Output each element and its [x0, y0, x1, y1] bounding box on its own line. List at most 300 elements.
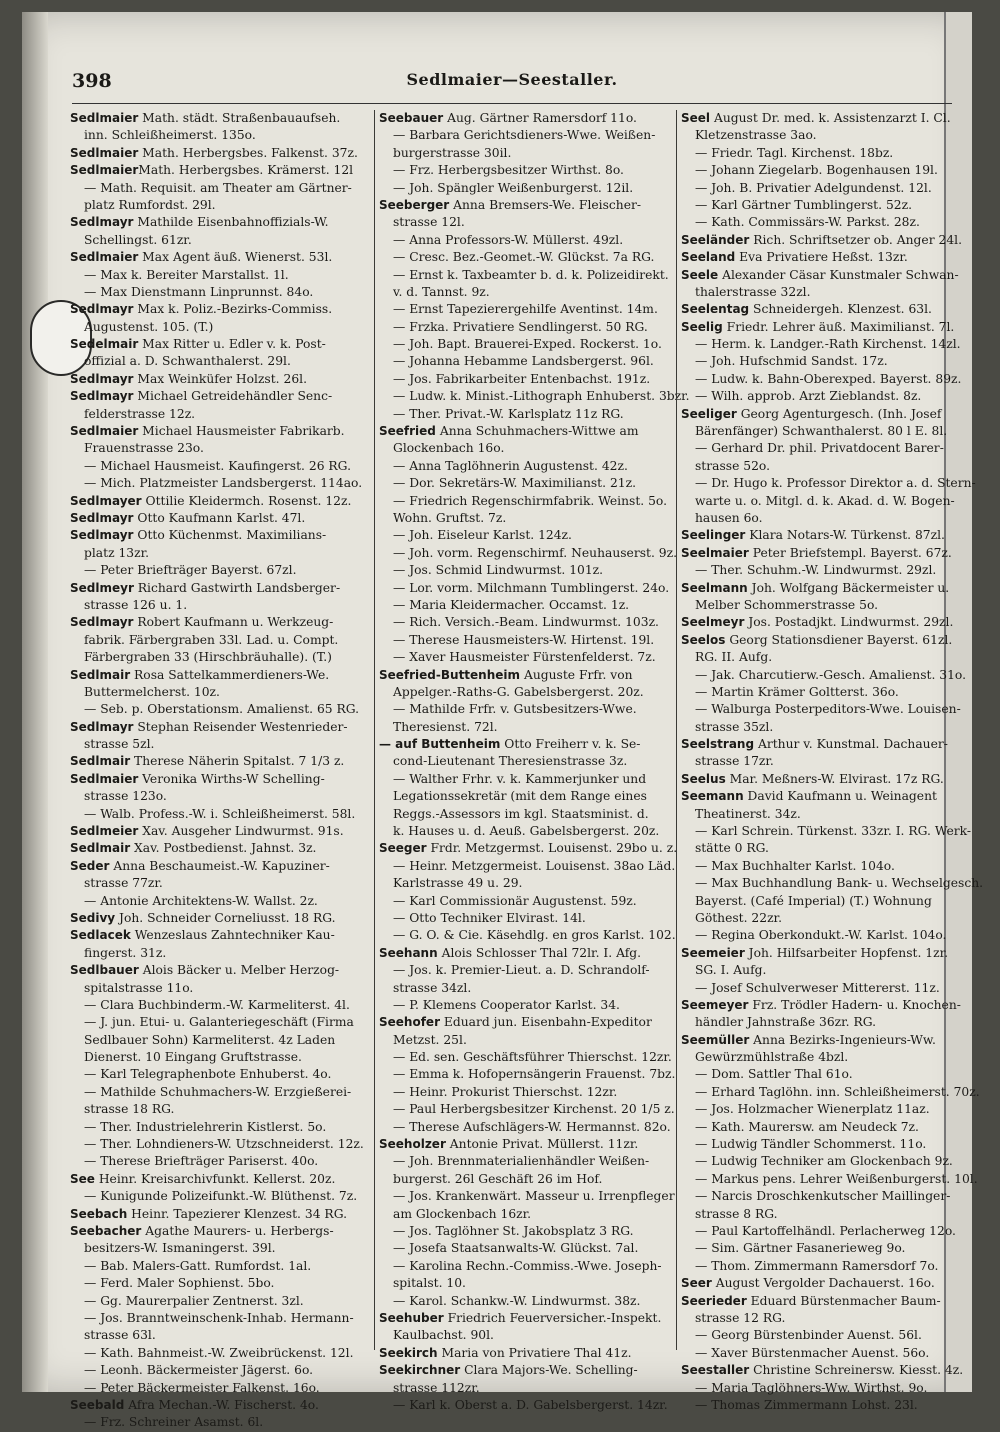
entry-text: platz 13zr. — [84, 545, 150, 560]
directory-entry — [681, 875, 984, 892]
entry-text: Xav. Postbedienst. Jahnst. 3z. — [130, 841, 317, 856]
directory-entry — [70, 232, 366, 249]
binding-spine — [22, 12, 48, 1392]
directory-entry — [681, 1327, 945, 1344]
directory-entry — [379, 284, 675, 301]
entry-text: — Seb. p. Oberstationsm. Amalienst. 65 RG. — [84, 702, 360, 717]
entry-text: strasse 8 RG. — [695, 1206, 778, 1221]
directory-entry — [681, 353, 945, 370]
directory-entry — [681, 1188, 951, 1205]
entry-text: Wohn. Gruftst. 7z. — [393, 510, 507, 525]
entry-surname: Sedlmayr — [70, 719, 134, 734]
directory-entry — [379, 545, 675, 562]
directory-entry — [379, 510, 675, 527]
entry-text: — Max Buchhalter Karlst. 104o. — [695, 858, 895, 873]
entry-text: — Maria Kleidermacher. Occamst. 1z. — [393, 597, 630, 612]
directory-entry — [681, 684, 945, 701]
entry-text: Theatinerst. 34z. — [695, 806, 801, 821]
directory-entry — [70, 1066, 366, 1083]
entry-text: — Mich. Platzmeister Landsbergerst. 114ao. — [84, 476, 363, 491]
directory-entry — [70, 1084, 366, 1101]
directory-entry — [70, 1275, 366, 1292]
entry-text: Aug. Gärtner Ramersdorf 11o. — [443, 111, 637, 125]
directory-entry — [70, 1188, 366, 1205]
entry-surname: Sedlmair — [70, 667, 131, 682]
entry-surname: Sedlmeyr — [70, 580, 134, 595]
entry-text: Bärenfänger) Schwanthalerst. 80 l E. 8l. — [695, 424, 948, 439]
directory-entry — [70, 127, 366, 144]
directory-entry — [379, 945, 675, 962]
directory-entry — [681, 1049, 945, 1066]
entry-text: Ottilie Kleidermch. Rosenst. 12z. — [141, 493, 352, 508]
entry-text: — Ludwig Tändler Schommerst. 11o. — [695, 1137, 927, 1152]
entry-text: August Vergolder Dachauerst. 16o. — [711, 1276, 935, 1291]
directory-entry — [379, 440, 675, 457]
entry-text: — Joh. B. Privatier Adelgundenst. 12l. — [695, 180, 932, 195]
directory-entry — [70, 736, 366, 753]
entry-text: — Therese Hausmeisters-W. Hirtenst. 19l. — [393, 632, 655, 647]
entry-surname: Seelig — [681, 319, 723, 334]
directory-entry — [681, 945, 949, 962]
directory-entry — [70, 927, 366, 944]
entry-text: Rosa Sattelkammerdieners-We. — [130, 667, 330, 682]
entry-text: — Johanna Hebamme Landsbergerst. 96l. — [393, 354, 654, 369]
entry-text: — Anna Professors-W. Müllerst. 49zl. — [393, 232, 624, 247]
directory-entry — [681, 301, 945, 318]
directory-entry — [70, 1101, 366, 1118]
entry-text: Veronika Wirths-W Schelling- — [138, 771, 325, 786]
directory-entry — [70, 1223, 366, 1240]
entry-text: Joh. Hilfsarbeiter Hopfenst. 1zr. — [744, 945, 949, 960]
entry-text: — Otto Techniker Elvirast. 14l. — [393, 910, 586, 925]
entry-text: David Kaufmann u. Weinagent — [743, 789, 937, 804]
directory-entry — [70, 1380, 366, 1397]
entry-text: Eva Privatiere Heßst. 13zr. — [735, 250, 908, 265]
directory-entry — [70, 267, 366, 284]
directory-entry — [379, 371, 675, 388]
entry-text: — Walburga Posterpeditors-Wwe. Louisen- — [695, 702, 961, 717]
entry-text: Therese Näherin Spitalst. 7 1/3 z. — [130, 754, 345, 769]
directory-entry — [681, 1119, 945, 1136]
entry-text: — Max Dienstmann Linprunnst. 84o. — [84, 284, 314, 299]
directory-entry — [681, 614, 954, 631]
entry-text: hausen 6o. — [695, 510, 763, 525]
entry-text: strasse 123o. — [84, 789, 167, 804]
entry-text: Michael Hausmeister Fabrikarb. — [138, 424, 345, 439]
entry-text: — Karl Telegraphenbote Enhuberst. 4o. — [84, 1067, 332, 1082]
entry-text: Robert Kaufmann u. Werkzeug- — [133, 615, 334, 630]
directory-entry — [70, 1153, 366, 1170]
directory-entry — [681, 336, 961, 353]
directory-entry — [70, 1327, 366, 1344]
entry-text: Heinr. Kreisarchivfunkt. Kellerst. 20z. — [94, 1171, 336, 1186]
entry-surname: Seeger — [379, 841, 427, 856]
entry-text: — Thom. Zimmermann Ramersdorf 7o. — [695, 1258, 939, 1273]
entry-text: — Maria Taglöhners-Ww. Wirthst. 9o. — [695, 1380, 928, 1395]
directory-entry — [70, 353, 366, 370]
directory-entry — [379, 1066, 675, 1083]
entry-text: — Mathilde Schuhmachers-W. Erzgießerei- — [84, 1084, 352, 1099]
directory-entry — [70, 1414, 366, 1431]
directory-entry — [70, 1136, 366, 1153]
directory-entry — [70, 493, 366, 510]
directory-entry — [379, 458, 675, 475]
directory-entry — [379, 162, 675, 179]
directory-entry — [70, 962, 366, 979]
entry-text: inn. Schleißheimerst. 135o. — [84, 128, 256, 143]
directory-entry — [681, 649, 945, 666]
directory-entry — [70, 214, 366, 231]
directory-entry — [379, 980, 675, 997]
entry-text: Metzst. 25l. — [393, 1032, 467, 1047]
directory-entry — [379, 1188, 675, 1205]
entry-surname: Sedlmaier — [70, 111, 139, 125]
entry-text: — Dom. Sattler Thal 61o. — [695, 1067, 853, 1082]
directory-entry — [70, 1014, 366, 1031]
entry-text: — Ludw. k. Minist.-Lithograph Enhuberst. 3bzr. — [393, 389, 690, 404]
directory-entry — [379, 1362, 675, 1379]
entry-surname: Sedelmair — [70, 337, 139, 352]
entry-text: — Ther. Privat.-W. Karlsplatz 11z RG. — [393, 406, 624, 421]
entry-text: Göthest. 22zr. — [695, 910, 782, 925]
directory-entry — [681, 632, 953, 649]
entry-text: — Joh. Spängler Weißenburgerst. 12il. — [393, 180, 634, 195]
directory-entry — [681, 110, 951, 127]
directory-entry — [379, 840, 678, 857]
entry-surname: Seehann — [379, 945, 438, 960]
entry-text: — Max Buchhandlung Bank- u. Wechselgesch. — [695, 876, 984, 891]
entry-text: — Kath. Commissärs-W. Parkst. 28z. — [695, 215, 920, 230]
directory-entry — [379, 806, 675, 823]
directory-entry — [379, 910, 675, 927]
entry-text: — Herm. k. Landger.-Rath Kirchenst. 14zl. — [695, 337, 961, 352]
entry-surname: Seebald — [70, 1397, 125, 1412]
directory-entry — [681, 736, 948, 753]
page-header — [72, 70, 952, 98]
entry-text: Stephan Reisender Westenrieder- — [133, 719, 348, 734]
directory-page — [22, 12, 984, 1430]
entry-surname: Seemann — [681, 789, 744, 804]
entry-text: spitalstrasse 11o. — [84, 980, 194, 995]
entry-text: — Max k. Bereiter Marstallst. 1l. — [84, 267, 289, 282]
directory-entry — [379, 180, 675, 197]
entry-text: — Michael Hausmeist. Kaufingerst. 26 RG. — [84, 458, 351, 473]
directory-entry — [70, 1032, 366, 1049]
entry-text: Frdr. Metzgermst. Louisenst. 29bo u. z. — [426, 841, 678, 856]
entry-text: — Math. Requisit. am Theater am Gärtner- — [84, 180, 352, 195]
directory-entry — [681, 1258, 945, 1275]
entry-text: Joh. Schneider Corneliusst. 18 RG. — [115, 910, 336, 925]
entry-text: Math. Herbergsbes. Krämerst. 12l — [138, 163, 354, 178]
directory-entry — [681, 1171, 978, 1188]
entry-surname: Sedlmair — [70, 841, 131, 856]
entry-text: — Frzka. Privatiere Sendlingerst. 50 RG. — [393, 319, 648, 334]
directory-entry — [379, 736, 675, 753]
directory-entry — [379, 927, 675, 944]
entry-text: — Joh. Brennmaterialienhändler Weißen- — [393, 1154, 650, 1169]
directory-entry — [70, 423, 366, 440]
directory-entry — [70, 162, 366, 179]
entry-text: strasse 63l. — [84, 1328, 156, 1343]
directory-entry — [681, 1153, 953, 1170]
directory-entry — [379, 667, 675, 684]
directory-entry — [70, 1049, 366, 1066]
directory-entry — [70, 110, 366, 127]
entry-text: Alexander Cäsar Kunstmaler Schwan- — [718, 267, 959, 282]
entry-text: — Josef Schulverweser Mittererst. 11z. — [695, 980, 940, 995]
directory-entry — [379, 684, 675, 701]
directory-entry — [379, 753, 675, 770]
directory-entry — [681, 1136, 945, 1153]
entry-text: — Therese Aufschlägers-W. Hermannst. 82o. — [393, 1119, 671, 1134]
directory-entry — [70, 527, 366, 544]
entry-text: — Erhard Taglöhn. inn. Schleißheimerst. 70z. — [695, 1084, 980, 1099]
directory-entry — [70, 823, 366, 840]
entry-surname: Seemeier — [681, 945, 745, 960]
entry-text: — Therese Briefträger Pariserst. 40o. — [84, 1154, 319, 1169]
entry-text: — Karol. Schankw.-W. Lindwurmst. 38z. — [393, 1293, 641, 1308]
entry-surname: Sedlmair — [70, 754, 131, 769]
entry-surname: Seemeyer — [681, 997, 749, 1012]
directory-entry — [681, 423, 948, 440]
entry-text: offizial a. D. Schwanthalerst. 29l. — [84, 354, 291, 369]
directory-entry — [681, 1275, 945, 1292]
entry-text: — Josefa Staatsanwalts-W. Glückst. 7al. — [393, 1241, 639, 1256]
directory-entry — [681, 440, 945, 457]
directory-entry — [70, 475, 366, 492]
column-2 — [374, 110, 690, 1412]
entry-text: strasse 18 RG. — [84, 1102, 175, 1117]
entry-text: Antonie Privat. Müllerst. 11zr. — [445, 1137, 639, 1152]
directory-entry — [681, 1223, 956, 1240]
directory-entry — [70, 197, 366, 214]
directory-entry — [681, 197, 945, 214]
directory-entry — [379, 788, 675, 805]
directory-entry — [70, 806, 366, 823]
entry-text: Anna Bezirks-Ingenieurs-Ww. — [749, 1032, 936, 1047]
entry-surname: Seeland — [681, 250, 736, 265]
entry-text: Mathilde Eisenbahnoffizials-W. — [133, 215, 329, 230]
entry-surname: Sedlmayr — [70, 615, 134, 630]
directory-entry — [379, 875, 675, 892]
directory-entry — [70, 632, 366, 649]
directory-entry — [379, 719, 675, 736]
entry-text: — Ther. Industrielehrerin Kistlerst. 5o. — [84, 1119, 327, 1134]
directory-entry — [681, 1380, 945, 1397]
directory-entry — [681, 249, 945, 266]
directory-entry — [681, 180, 945, 197]
entry-text: strasse 77zr. — [84, 876, 163, 891]
directory-entry — [70, 1171, 366, 1188]
directory-entry — [681, 1206, 945, 1223]
entry-text: Kletzenstrasse 3ao. — [695, 128, 817, 143]
entry-text: — Frz. Herbergsbesitzer Wirthst. 8o. — [393, 163, 624, 178]
directory-entry — [379, 249, 675, 266]
entry-text: — Jos. Taglöhner St. Jakobsplatz 3 RG. — [393, 1224, 634, 1238]
directory-entry — [379, 614, 675, 631]
entry-text: Arthur v. Kunstmal. Dachauer- — [754, 737, 948, 752]
entry-surname: Seelmeyr — [681, 615, 745, 630]
directory-entry — [70, 440, 366, 457]
directory-entry — [681, 771, 945, 788]
entry-text: Eduard Bürstenmacher Baum- — [746, 1293, 941, 1308]
directory-entry — [70, 771, 366, 788]
directory-entry — [379, 1032, 675, 1049]
entry-text: — Jos. Branntweinschenk-Inhab. Hermann- — [84, 1310, 354, 1325]
entry-surname: Seeliger — [681, 406, 737, 421]
directory-entry — [681, 406, 945, 423]
entry-surname: Sedlmayr — [70, 215, 134, 230]
entry-text: Richard Gastwirth Landsberger- — [133, 580, 341, 595]
directory-entry — [681, 1397, 945, 1414]
entry-text: Max Agent äuß. Wienerst. 53l. — [138, 250, 333, 265]
entry-text: strasse 5zl. — [84, 737, 155, 752]
entry-text: felderstrasse 12z. — [84, 406, 196, 421]
entry-text: — Barbara Gerichtsdieners-Wwe. Weißen- — [393, 128, 656, 143]
entry-text: Melber Schommerstrasse 5o. — [695, 597, 879, 612]
entry-text: — Ernst Tapezierergehilfe Aventinst. 14m. — [393, 302, 658, 317]
entry-text: — Clara Buchbinderm.-W. Karmeliterst. 4l. — [84, 997, 350, 1012]
directory-entry — [379, 580, 675, 597]
directory-entry — [681, 388, 945, 405]
directory-entry — [681, 1066, 945, 1083]
directory-entry — [681, 1345, 945, 1362]
entry-text: Otto Kaufmann Karlst. 47l. — [133, 510, 306, 525]
directory-entry — [681, 597, 945, 614]
directory-entry — [379, 649, 675, 666]
directory-entry — [70, 145, 366, 162]
directory-entry — [379, 1084, 675, 1101]
directory-entry — [379, 1049, 675, 1066]
directory-entry — [379, 562, 675, 579]
entry-text: strasse 17zr. — [695, 754, 774, 769]
directory-entry — [681, 823, 972, 840]
entry-text: — Wilh. approb. Arzt Zieblandst. 8z. — [695, 389, 922, 404]
entry-text: Otto Freiherr v. k. Se- — [500, 737, 641, 752]
entry-surname: Sedlmaier — [70, 250, 139, 265]
directory-entry — [379, 771, 675, 788]
entry-surname: Seebacher — [70, 1224, 142, 1238]
entry-text: — Markus pens. Lehrer Weißenburgerst. 10l. — [695, 1171, 978, 1186]
directory-entry — [70, 545, 366, 562]
entry-text: Färbergraben 33 (Hirschbräuhalle). (T.) — [84, 650, 332, 665]
entry-text: Schneidergeh. Klenzest. 63l. — [749, 302, 932, 317]
entry-text: Max Weinküfer Holzst. 26l. — [133, 371, 307, 386]
entry-text: — Joh. Hufschmid Sandst. 17z. — [695, 354, 888, 369]
directory-entry — [70, 997, 366, 1014]
entry-text: Buttermelcherst. 10z. — [84, 684, 220, 699]
entry-text: Math. Herbergsbes. Falkenst. 37z. — [138, 145, 358, 160]
entry-text: burgerstrasse 30il. — [393, 145, 512, 160]
directory-entry — [379, 423, 675, 440]
entry-text: — Paul Herbergsbesitzer Kirchenst. 20 1/5 z. — [393, 1102, 675, 1117]
directory-entry — [70, 910, 366, 927]
entry-text: Rich. Schriftsetzer ob. Anger 24l. — [749, 232, 962, 247]
directory-entry — [681, 667, 967, 684]
entry-text: Frz. Trödler Hadern- u. Knochen- — [748, 997, 961, 1012]
entry-surname: Sedlmayr — [70, 389, 134, 404]
entry-surname: Seel — [681, 111, 711, 125]
entry-text: Bayerst. (Café Imperial) (T.) Wohnung — [695, 893, 932, 908]
directory-entry — [681, 371, 962, 388]
entry-text: Glockenbach 16o. — [393, 441, 505, 456]
entry-text: — Rich. Versich.-Beam. Lindwurmst. 103z. — [393, 615, 659, 630]
directory-entry — [70, 614, 366, 631]
directory-entry — [681, 1032, 945, 1049]
entry-text: — Ther. Schuhm.-W. Lindwurmst. 29zl. — [695, 563, 937, 578]
directory-entry — [379, 475, 675, 492]
entry-text: — Ernst k. Taxbeamter b. d. k. Polizeidirekt. — [393, 267, 669, 282]
entry-surname: Sedlbauer — [70, 963, 139, 978]
entry-surname: Seeländer — [681, 232, 750, 247]
entry-text: Auguste Frfr. von — [520, 667, 633, 682]
entry-text: Michael Getreidehändler Senc- — [133, 389, 333, 404]
directory-entry — [681, 962, 945, 979]
directory-entry — [70, 510, 366, 527]
directory-entry — [70, 945, 366, 962]
entry-surname: Seemüller — [681, 1032, 750, 1047]
entry-surname: Sedlmayr — [70, 528, 134, 543]
entry-text: Karlstrasse 49 u. 29. — [393, 876, 523, 891]
entry-text: v. d. Tannst. 9z. — [393, 284, 490, 299]
directory-entry — [379, 1397, 675, 1414]
entry-text: — Heinr. Metzgermeist. Louisenst. 38ao Läd. — [393, 858, 676, 873]
entry-text: — Jak. Charcutierw.-Gesch. Amalienst. 31o. — [695, 667, 967, 682]
directory-entry — [379, 1101, 675, 1118]
entry-text: Afra Mechan.-W. Fischerst. 4o. — [124, 1397, 319, 1412]
entry-text: — Joh. Bapt. Brauerei-Exped. Rockerst. 1o. — [393, 337, 662, 352]
directory-entry — [681, 1293, 945, 1310]
entry-text: — Peter Briefträger Bayerst. 67zl. — [84, 563, 297, 578]
directory-entry — [70, 180, 366, 197]
directory-entry — [70, 458, 366, 475]
entry-text: strasse 35zl. — [695, 719, 774, 734]
entry-text: — Karl Gärtner Tumblingerst. 52z. — [695, 197, 912, 212]
directory-entry — [379, 1223, 675, 1240]
directory-entry — [681, 267, 959, 284]
directory-entry — [70, 667, 366, 684]
directory-entry — [379, 893, 675, 910]
entry-text: cond-Lieutenant Theresienstrasse 3z. — [393, 754, 628, 769]
entry-text: Sedlbauer Sohn) Karmeliterst. 4z Laden — [84, 1032, 336, 1047]
directory-entry — [70, 1119, 366, 1136]
entry-text: — Regina Oberkondukt.-W. Karlst. 104o. — [695, 928, 947, 943]
directory-entry — [379, 1014, 675, 1031]
directory-entry — [681, 319, 955, 336]
entry-text: — Jos. Holzmacher Wienerplatz 11az. — [695, 1102, 930, 1117]
entry-text: — Ludwig Techniker am Glockenbach 9z. — [695, 1154, 953, 1169]
entry-text: — Ther. Lohndieners-W. Utzschneiderst. 12z. — [84, 1137, 364, 1152]
entry-text: Max k. Poliz.-Bezirks-Commiss. — [133, 302, 333, 317]
entry-text: — Friedr. Tagl. Kirchenst. 18bz. — [695, 145, 894, 160]
directory-entry — [70, 1293, 366, 1310]
directory-entry — [681, 701, 961, 718]
entry-text: Kaulbachst. 90l. — [393, 1328, 494, 1343]
entry-text: Reggs.-Assessors im kgl. Staatsminist. d. — [393, 806, 649, 821]
entry-surname: Sedlmayr — [70, 371, 134, 386]
entry-text: händler Jahnstraße 36zr. RG. — [695, 1015, 877, 1030]
directory-entry — [379, 197, 675, 214]
entry-text: — Kunigunde Polizeifunkt.-W. Blüthenst. 7z. — [84, 1189, 358, 1204]
directory-entry — [379, 1293, 675, 1310]
entry-text: strasse 52o. — [695, 458, 771, 473]
directory-entry — [379, 493, 675, 510]
directory-entry — [379, 997, 675, 1014]
directory-entry — [681, 1014, 945, 1031]
directory-entry — [70, 980, 366, 997]
directory-entry — [681, 1084, 980, 1101]
directory-entry — [70, 1258, 366, 1275]
